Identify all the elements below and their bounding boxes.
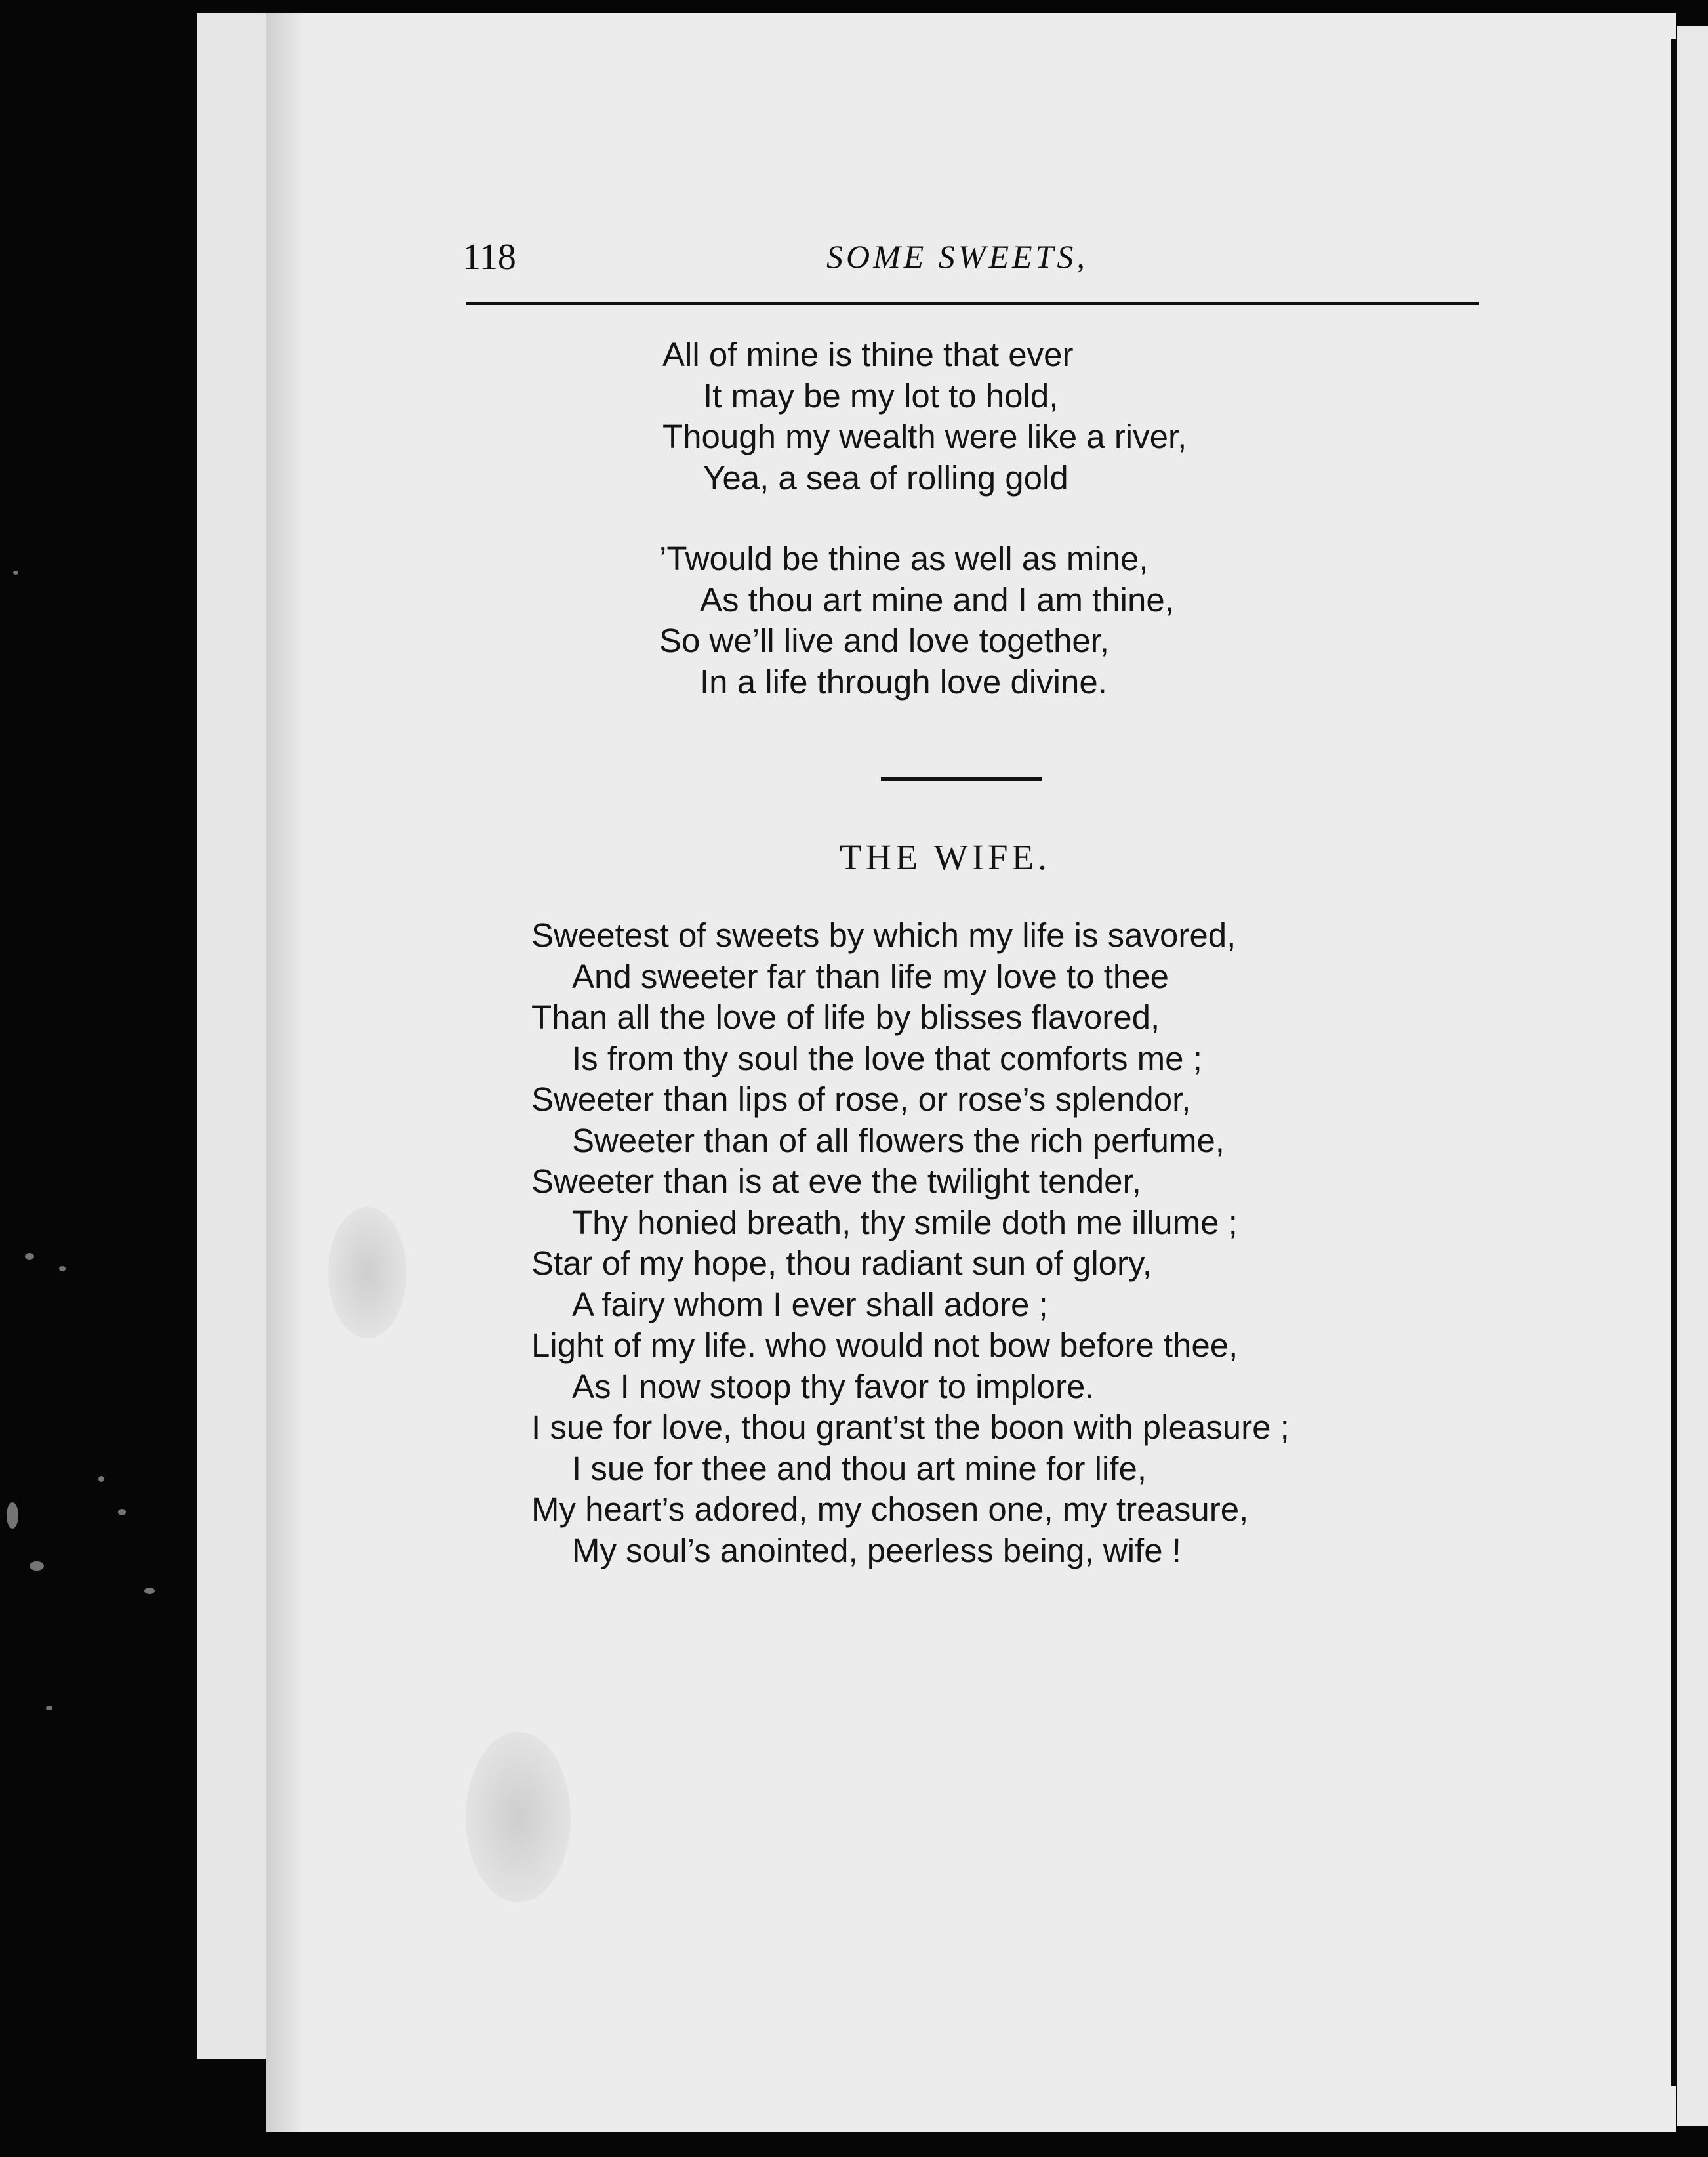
verse-line: All of mine is thine that ever <box>662 336 1074 373</box>
page-number: 118 <box>462 237 516 277</box>
verse-line: Sweeter than of all flowers the rich perfume, <box>572 1121 1225 1159</box>
gutter-rule <box>1671 39 1677 2086</box>
verse-line: So we’ll live and love together, <box>659 622 1110 659</box>
verse-line: As I now stoop thy favor to implore. <box>572 1367 1095 1405</box>
verse-line: Sweeter than lips of rose, or rose’s splendor, <box>531 1080 1191 1118</box>
margin-speck <box>118 1509 126 1515</box>
header-rule <box>466 302 1479 305</box>
stanza <box>662 335 1187 499</box>
page-smudge <box>328 1207 407 1338</box>
verse-line: I sue for love, thou grant’st the boon with pleasure ; <box>531 1408 1290 1446</box>
verse-line: And sweeter far than life my love to thee <box>572 957 1169 995</box>
margin-speck <box>59 1266 66 1271</box>
verse-line: A fairy whom I ever shall adore ; <box>572 1285 1048 1323</box>
verse-line: Though my wealth were like a river, <box>662 418 1187 455</box>
page-smudge <box>466 1732 571 1902</box>
margin-speck <box>25 1253 34 1260</box>
margin-speck <box>46 1706 52 1710</box>
running-head: SOME SWEETS, <box>826 238 1088 275</box>
verse-line: In a life through love divine. <box>700 663 1107 701</box>
margin-speck <box>98 1476 104 1482</box>
margin-speck <box>7 1502 18 1529</box>
margin-speck <box>13 571 18 575</box>
poem-body <box>531 915 1290 1571</box>
verse-line: I sue for thee and thou art mine for life, <box>572 1449 1147 1487</box>
verse-line: Thy honied breath, thy smile doth me illume ; <box>572 1203 1238 1241</box>
verse-line: Yea, a sea of rolling gold <box>703 459 1068 497</box>
verse-line: Sweeter than is at eve the twilight tender, <box>531 1162 1141 1200</box>
verse-line: As thou art mine and I am thine, <box>700 581 1174 619</box>
verse-line: Is from thy soul the love that comforts me ; <box>572 1039 1202 1077</box>
verse-line: Than all the love of life by blisses flavored, <box>531 998 1160 1036</box>
page-header <box>462 236 1479 282</box>
margin-speck <box>144 1588 155 1594</box>
poem-title: THE WIFE. <box>840 837 1051 877</box>
section-separator <box>881 777 1042 781</box>
verse-line: My soul’s anointed, peerless being, wife ! <box>572 1531 1181 1569</box>
facing-page-edge <box>1677 26 1708 2126</box>
margin-speck <box>30 1561 44 1571</box>
verse-line: My heart’s adored, my chosen one, my treasure, <box>531 1490 1249 1528</box>
verse-line: Light of my life. who would not bow before thee, <box>531 1326 1238 1364</box>
verse-line: ’Twould be thine as well as mine, <box>659 540 1149 577</box>
verse-line: It may be my lot to hold, <box>703 377 1059 415</box>
stanza <box>659 538 1174 702</box>
verse-line: Star of my hope, thou radiant sun of glory, <box>531 1244 1152 1282</box>
verse-line: Sweetest of sweets by which my life is savored, <box>531 916 1236 954</box>
